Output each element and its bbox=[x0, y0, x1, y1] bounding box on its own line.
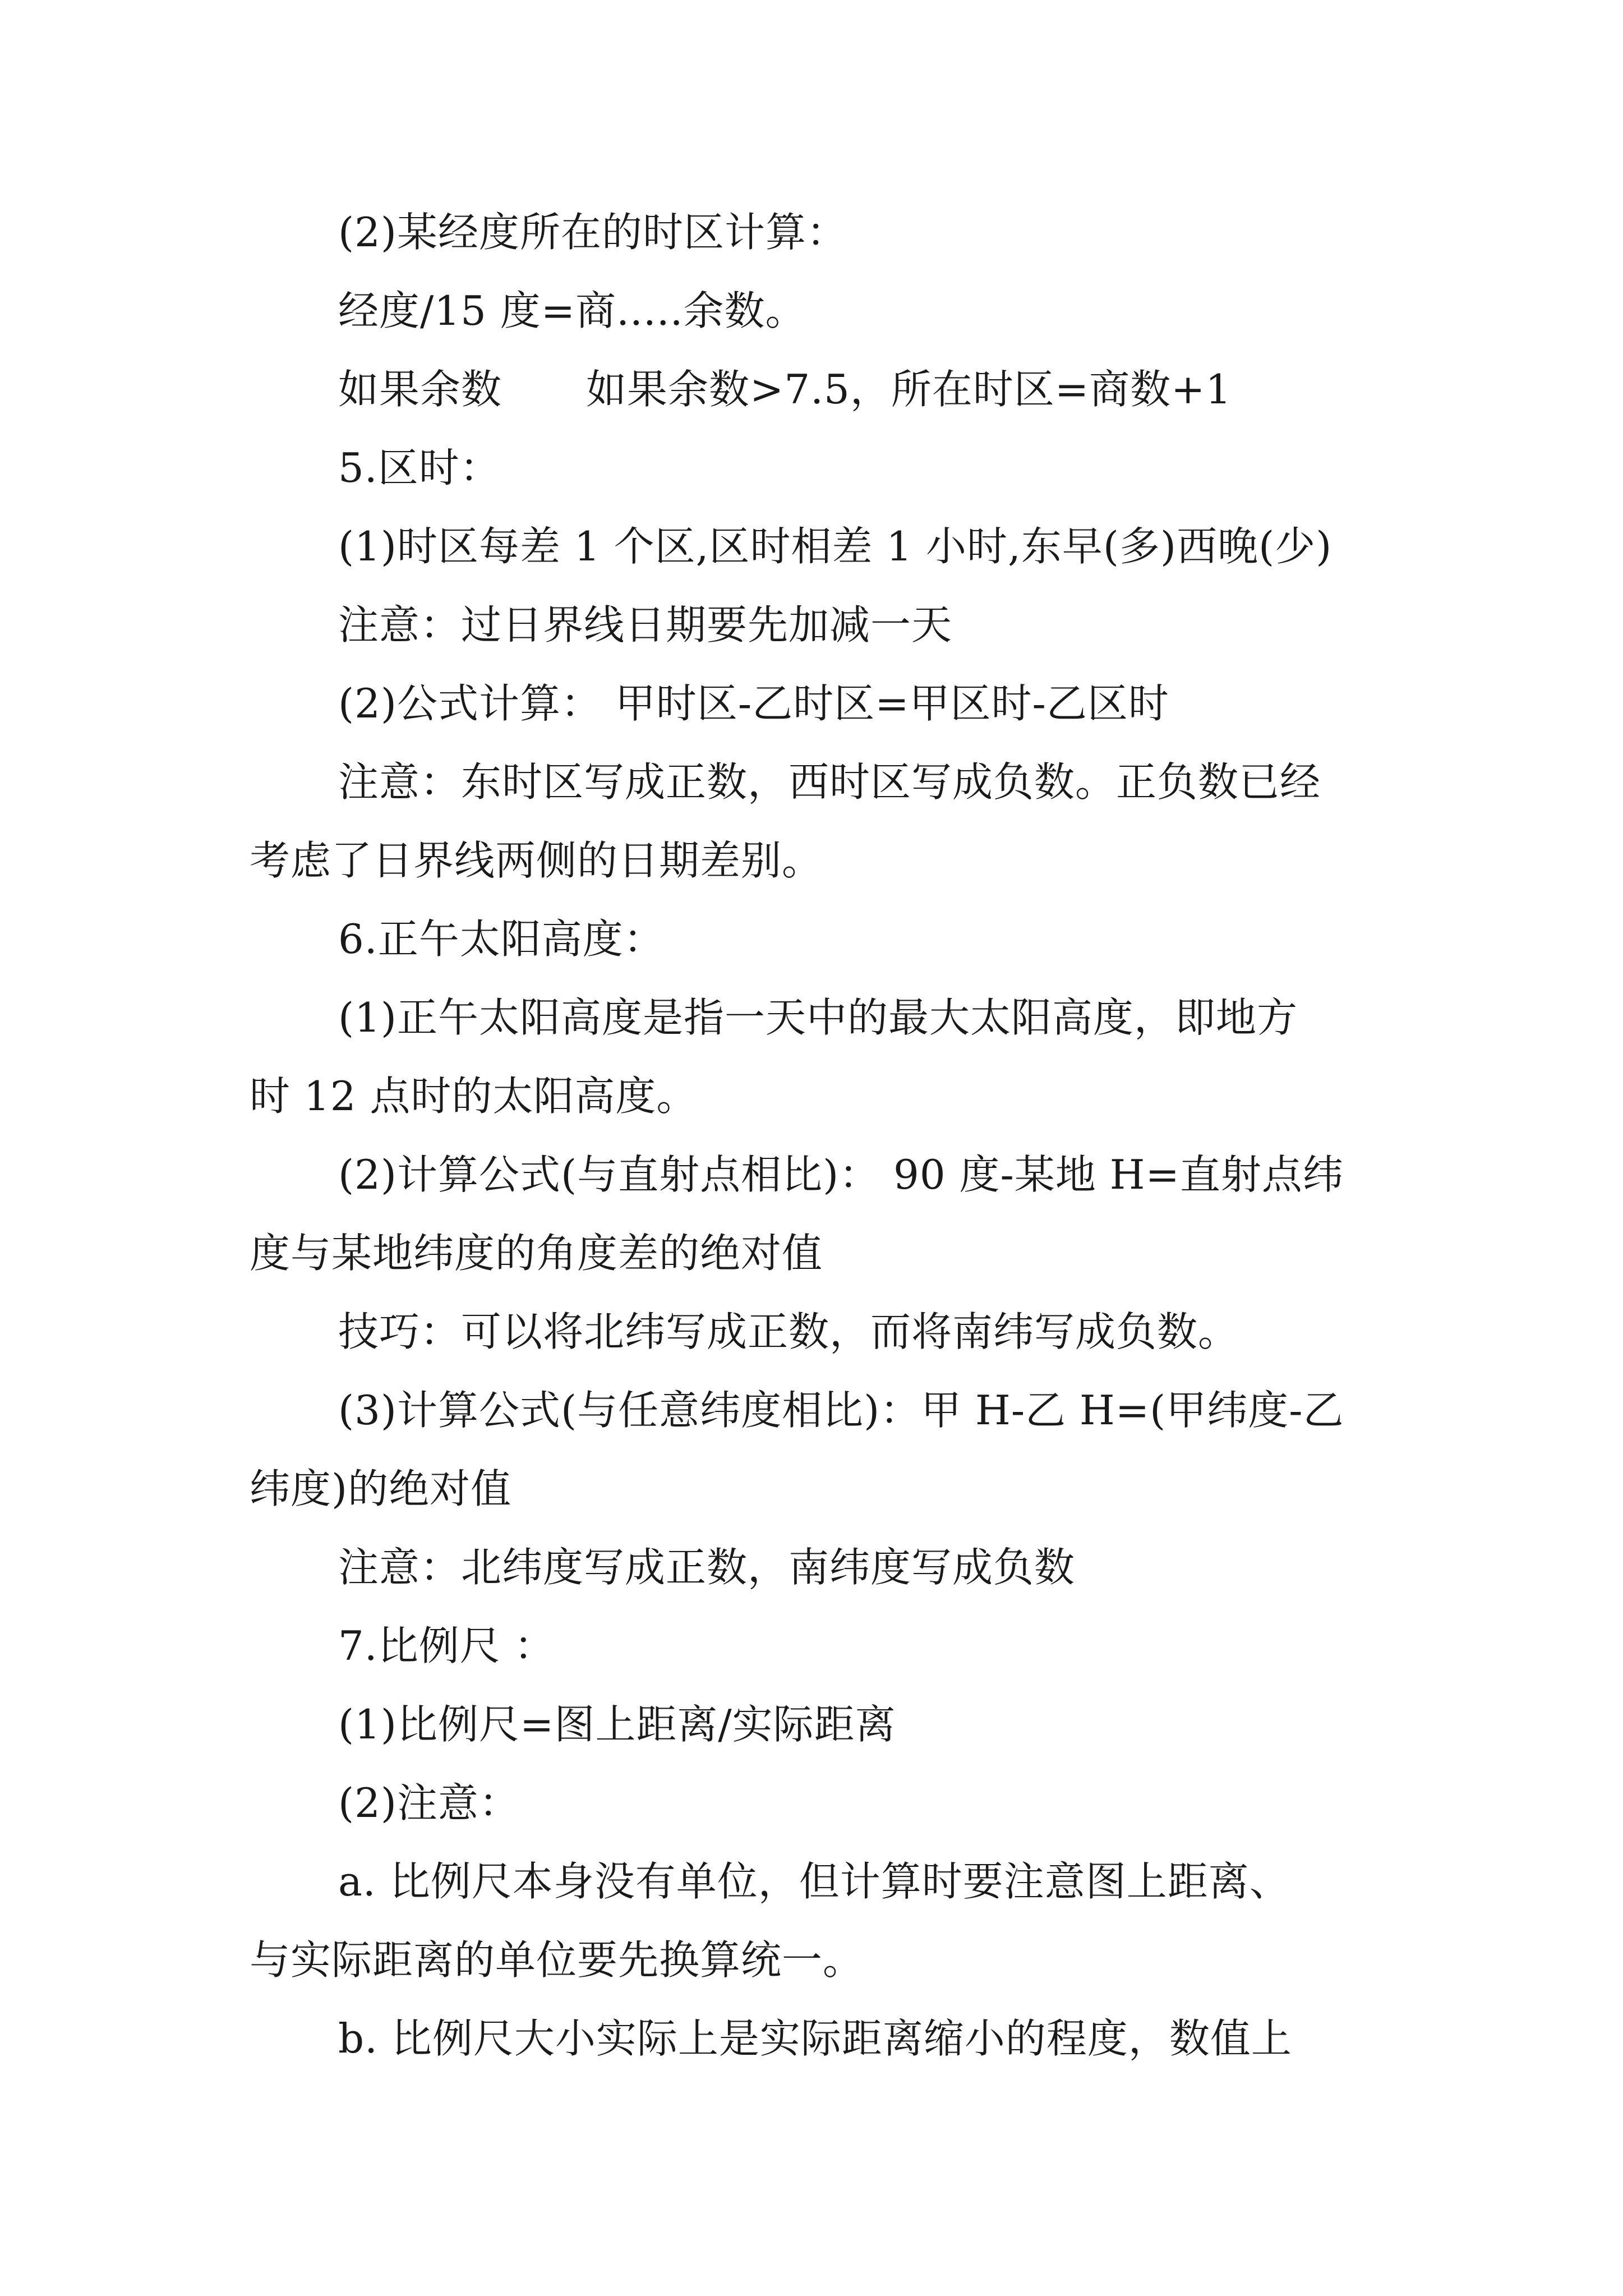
text-line-11: (1)正午太阳高度是指一天中的最大太阳高度，即地方 bbox=[338, 994, 1298, 1041]
text-line-2: 经度/15 度=商.....余数。 bbox=[338, 287, 806, 334]
text-line-5: (1)时区每差 1 个区,区时相差 1 小时,东早(多)西晚(少) bbox=[338, 523, 1332, 570]
text-line-14: 度与某地纬度的角度差的绝对值 bbox=[250, 1230, 823, 1277]
text-line-9: 考虑了日界线两侧的日期差别。 bbox=[250, 837, 823, 884]
text-line-18: 注意：北纬度写成正数，南纬度写成负数 bbox=[338, 1544, 1076, 1591]
text-line-7: (2)公式计算： 甲时区-乙时区=甲区时-乙区时 bbox=[338, 680, 1169, 727]
text-line-16: (3)计算公式(与任意纬度相比)：甲 H-乙 H=(甲纬度-乙 bbox=[338, 1387, 1344, 1434]
text-line-21: (2)注意： bbox=[338, 1779, 520, 1826]
text-line-13: (2)计算公式(与直射点相比)： 90 度-某地 H=直射点纬 bbox=[338, 1151, 1344, 1198]
text-line-3-part-b: 如果余数>7.5，所在时区=商数+1 bbox=[586, 366, 1232, 413]
text-line-15: 技巧：可以将北纬写成正数，而将南纬写成负数。 bbox=[338, 1308, 1239, 1355]
section-heading-7: 7.比例尺 ： bbox=[338, 1622, 555, 1669]
text-line-23: 与实际距离的单位要先换算统一。 bbox=[250, 1936, 864, 1984]
section-heading-6: 6.正午太阳高度： bbox=[338, 915, 665, 963]
text-line-22: a. 比例尺本身没有单位，但计算时要注意图上距离、 bbox=[338, 1858, 1290, 1905]
text-line-17: 纬度)的绝对值 bbox=[250, 1465, 512, 1512]
text-line-3 bbox=[338, 366, 1471, 413]
text-line-24: b. 比例尺大小实际上是实际距离缩小的程度，数值上 bbox=[338, 2015, 1292, 2062]
text-line-12: 时 12 点时的太阳高度。 bbox=[250, 1073, 698, 1120]
text-line-8: 注意：东时区写成正数，西时区写成负数。正负数已经 bbox=[338, 758, 1321, 806]
text-line-20: (1)比例尺=图上距离/实际距离 bbox=[338, 1701, 896, 1748]
text-line-6: 注意：过日界线日期要先加减一天 bbox=[338, 601, 953, 648]
text-line-1: (2)某经度所在的时区计算： bbox=[338, 209, 847, 256]
section-heading-5: 5.区时： bbox=[338, 444, 501, 491]
text-line-3-part-a: 如果余数 bbox=[338, 366, 502, 413]
